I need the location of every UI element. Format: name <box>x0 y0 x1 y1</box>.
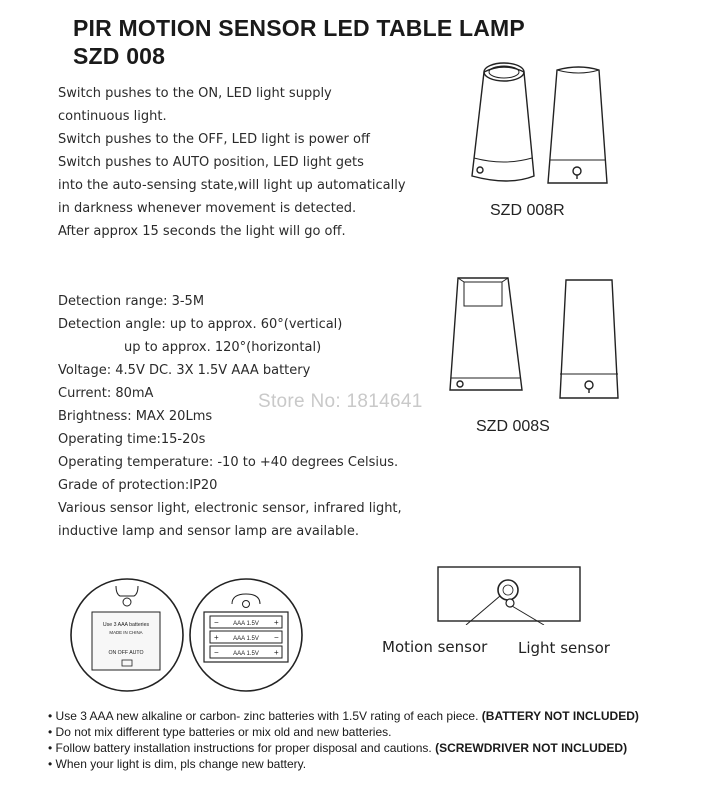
cover-text-1: Use 3 AAA batteries <box>102 622 150 628</box>
lamp-008r-front <box>472 63 534 181</box>
minus-sign: − <box>274 633 279 642</box>
store-watermark: Store No: 1814641 <box>258 391 423 412</box>
spec-line: Operating temperature: -10 to +40 degrees Celsius. <box>58 455 399 470</box>
battery-row <box>210 646 282 658</box>
sensor-diagram <box>436 565 586 625</box>
plus-sign: + <box>274 648 279 657</box>
description-line: Switch pushes to the OFF, LED light is power off <box>58 132 370 147</box>
spec-line: Brightness: MAX 20Lms <box>58 409 213 424</box>
note-emphasis: (BATTERY NOT INCLUDED) <box>481 709 639 723</box>
page-title <box>73 14 525 70</box>
battery-label: AAA 1.5V <box>233 651 259 657</box>
cover-text-2: MADE IN CHINA <box>109 630 143 635</box>
title-line-2: SZD 008 <box>73 43 166 69</box>
note-item <box>48 724 639 740</box>
spec-line: Detection range: 3-5M <box>58 294 205 309</box>
description-line: Switch pushes to the ON, LED light supply <box>58 86 332 101</box>
note-item <box>48 708 639 724</box>
spec-line: Detection angle: up to approx. 60°(vertical) <box>58 317 343 332</box>
description-line: Switch pushes to AUTO position, LED light gets <box>58 155 364 170</box>
motion-sensor-icon <box>498 580 518 600</box>
plus-sign: + <box>214 633 219 642</box>
note-emphasis: (SCREWDRIVER NOT INCLUDED) <box>435 741 628 755</box>
lamp-008r-back <box>548 67 607 183</box>
spec-line: Grade of protection:IP20 <box>58 478 218 493</box>
note-text: • When your light is dim, pls change new battery. <box>48 757 307 771</box>
light-sensor-icon <box>506 599 514 607</box>
motion-sensor-label: Motion sensor <box>382 638 488 656</box>
battery-row <box>210 631 282 643</box>
battery-diagrams <box>64 578 344 703</box>
note-text: • Use 3 AAA new alkaline or carbon- zinc batteries with 1.5V rating of each piece. <box>48 709 482 723</box>
light-sensor-label: Light sensor <box>518 639 610 657</box>
minus-sign: − <box>214 618 219 627</box>
note-item <box>48 756 639 772</box>
spec-line: Operating time:15-20s <box>58 432 206 447</box>
lamp-008s-back <box>560 280 618 398</box>
description-line: continuous light. <box>58 109 167 124</box>
lamp-008r-illustration <box>462 58 622 198</box>
spec-line: up to approx. 120°(horizontal) <box>124 340 322 355</box>
specifications-block <box>58 290 402 543</box>
plus-sign: + <box>274 618 279 627</box>
battery-cover-closed <box>71 579 183 691</box>
description-line: in darkness whenever movement is detected. <box>58 201 357 216</box>
description-line: After approx 15 seconds the light will go off. <box>58 224 346 239</box>
lamp-008s-front <box>450 278 522 390</box>
description-line: into the auto-sensing state,will light up automatically <box>58 178 406 193</box>
battery-row <box>210 616 282 628</box>
note-text: • Follow battery installation instructions for proper disposal and cautions. <box>48 741 436 755</box>
spec-line: Voltage: 4.5V DC. 3X 1.5V AAA battery <box>58 363 311 378</box>
switch-text: ON OFF AUTO <box>108 650 144 656</box>
note-text: • Do not mix different type batteries or mix old and new batteries. <box>48 725 392 739</box>
spec-line: Various sensor light, electronic sensor, infrared light, <box>58 501 402 516</box>
lamp-008s-illustration <box>442 270 622 410</box>
title-line-1: PIR MOTION SENSOR LED TABLE LAMP <box>73 15 525 41</box>
battery-label: AAA 1.5V <box>233 621 259 627</box>
spec-line: Current: 80mA <box>58 386 154 401</box>
battery-label: AAA 1.5V <box>233 636 259 642</box>
model-caption-r: SZD 008R <box>490 202 565 219</box>
battery-cover-open <box>190 579 302 691</box>
note-item <box>48 740 639 756</box>
notes-list <box>48 708 639 772</box>
description-block <box>58 82 406 243</box>
spec-line: inductive lamp and sensor lamp are available. <box>58 524 360 539</box>
minus-sign: − <box>214 648 219 657</box>
model-caption-s: SZD 008S <box>476 418 550 435</box>
